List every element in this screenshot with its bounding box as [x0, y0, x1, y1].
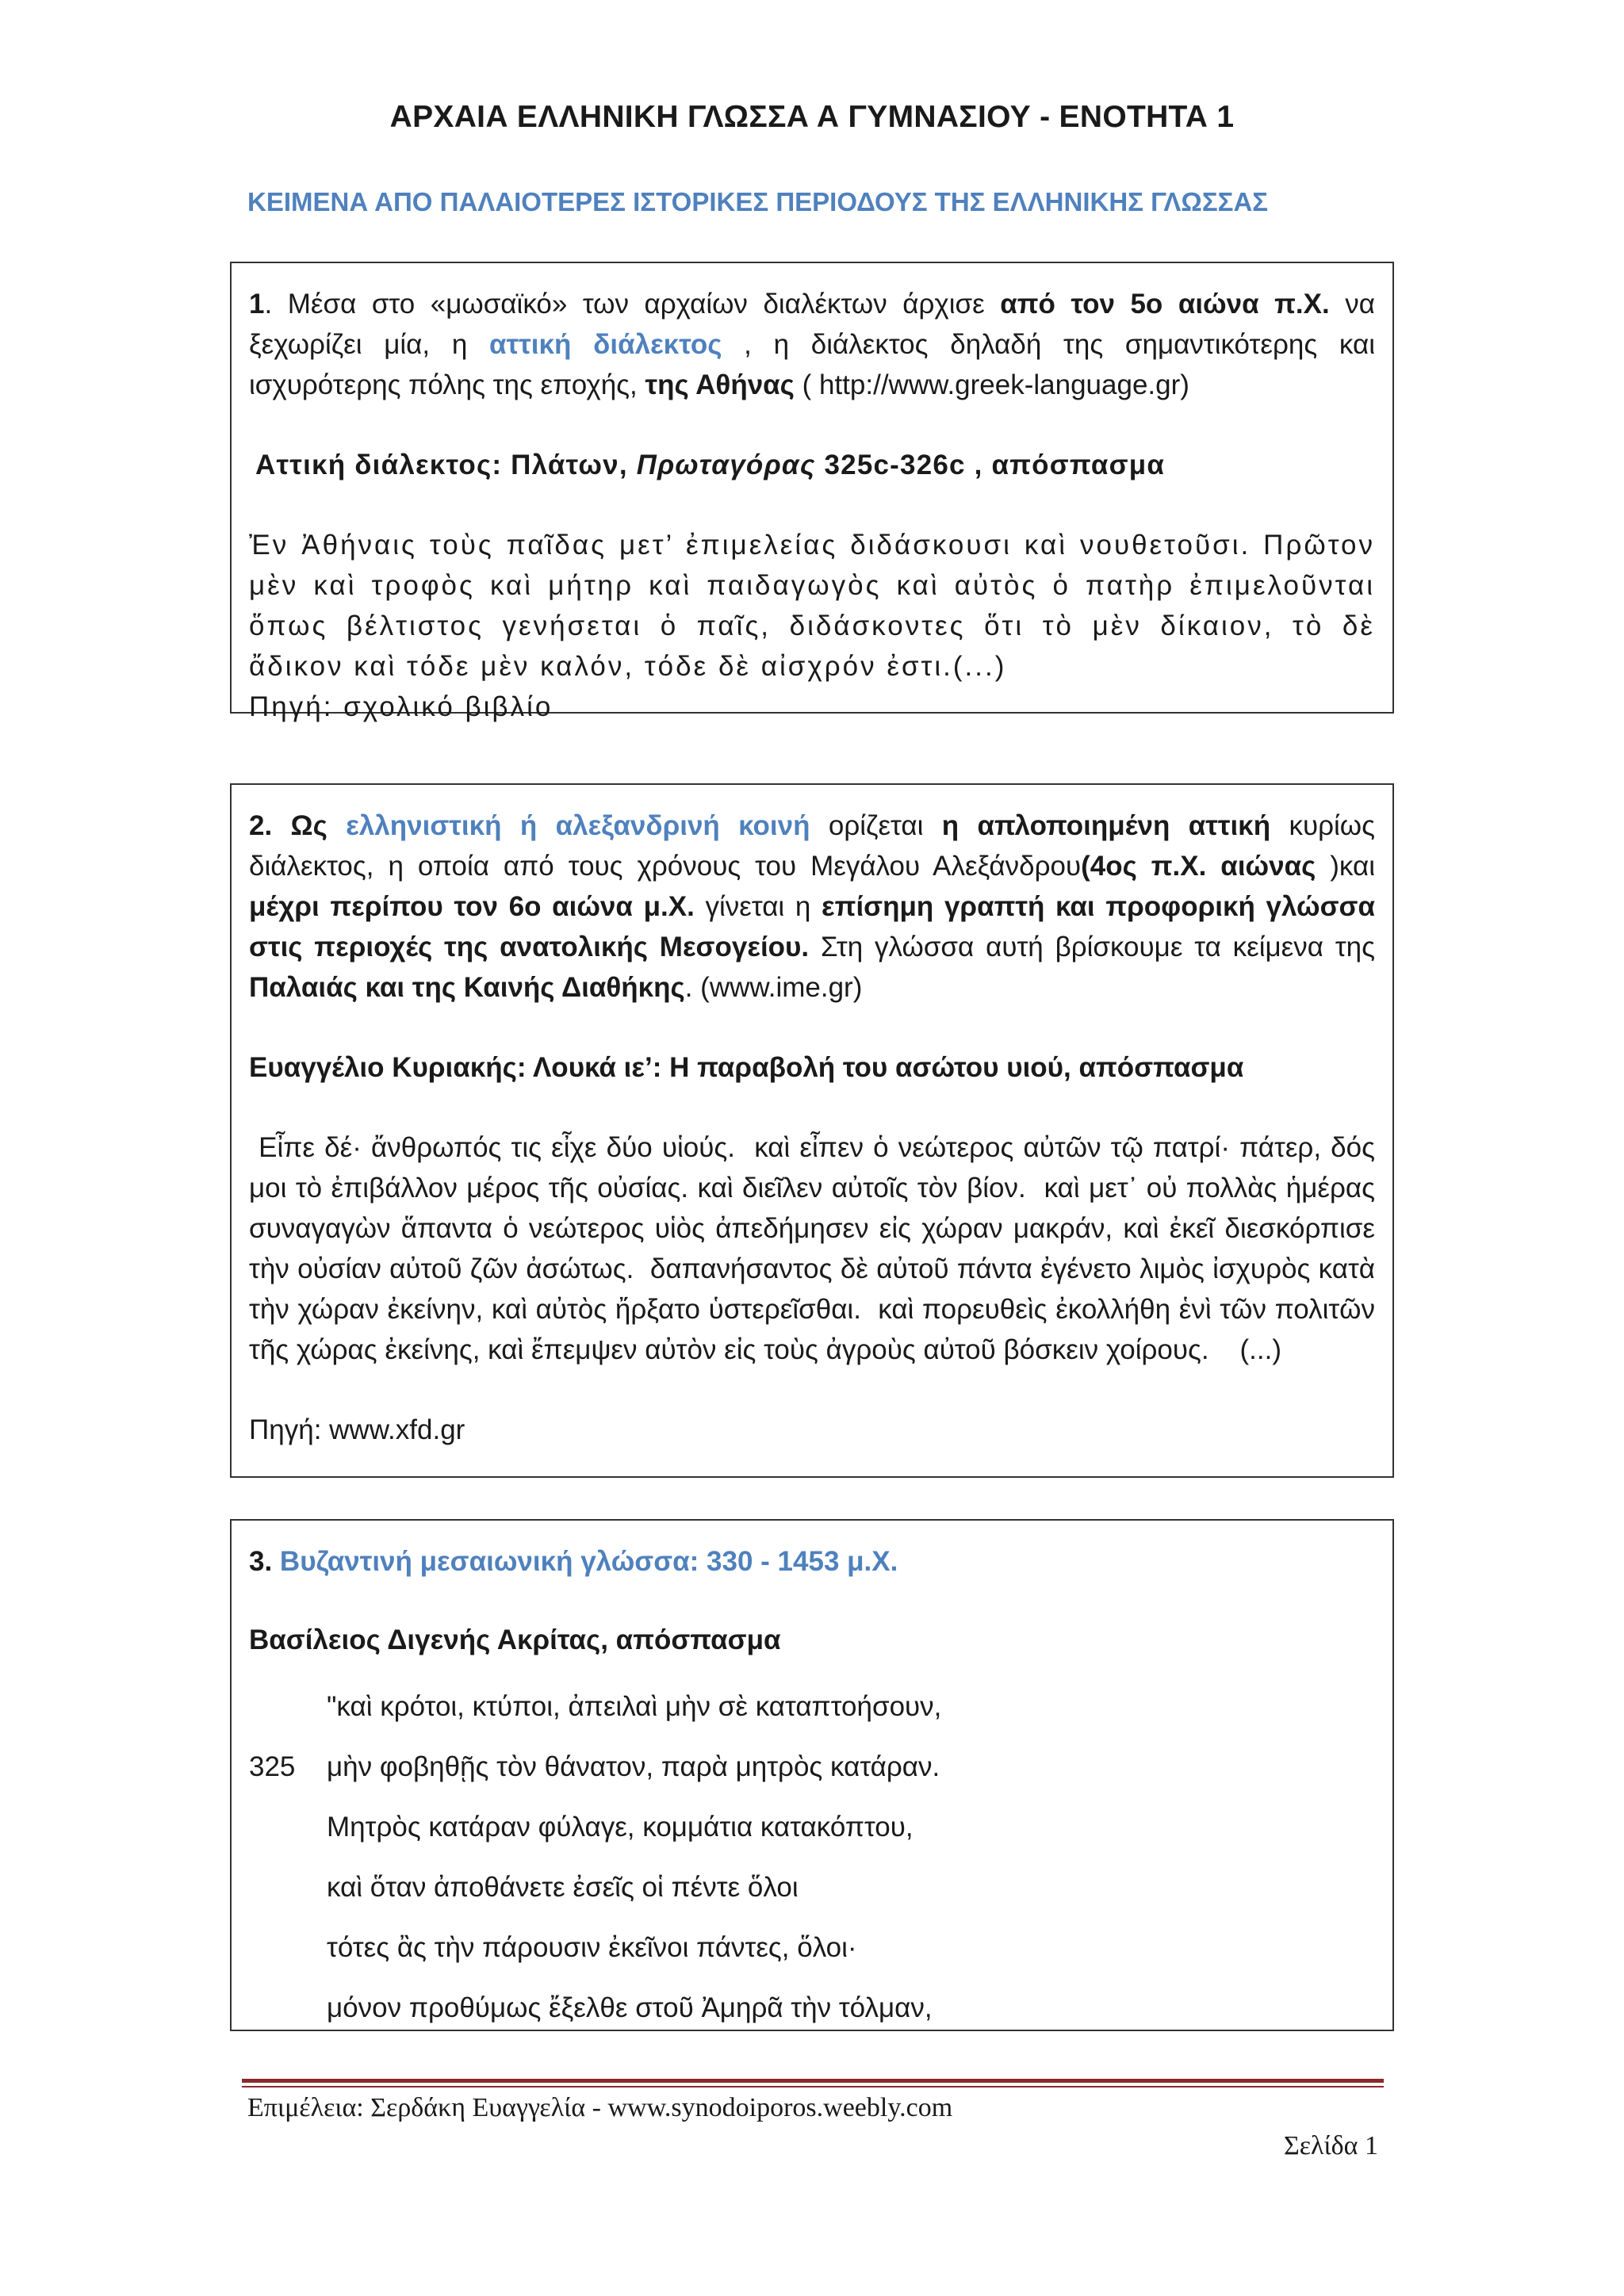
intro-bold: (4ος π.Χ. αιώνας: [1081, 851, 1316, 882]
section-2-number: 2. Ως: [249, 810, 347, 841]
section-2-box: [230, 783, 1394, 1478]
verse-text: τότες ἂς τὴν πάρουσιν ἐκεῖνοι πάντες, ὅλοι·: [327, 1931, 857, 1963]
verse-list: [249, 1676, 1375, 2038]
intro-text: Στη γλώσσα αυτή βρίσκουμε τα κείμενα της: [809, 932, 1375, 962]
section-2-source: Πηγή: www.xfd.gr: [249, 1414, 465, 1445]
heading-part: Αττική διάλεκτος: Πλάτων,: [255, 450, 637, 480]
section-1-source: Πηγή: σχολικό βιβλίο: [249, 691, 553, 722]
intro-source-link: ( http://www.greek-language.gr): [794, 369, 1189, 400]
verse-line: [249, 1676, 1375, 1736]
verse-text: μόνον προθύμως ἔξελθε στοῦ Ἀμηρᾶ τὴν τόλμαν,: [327, 1992, 933, 2023]
section-3-title: [249, 1541, 1375, 1582]
section-1-box: [230, 262, 1394, 722]
section-1-number: 1: [249, 289, 265, 320]
heading-work-title: Πρωταγόρας: [636, 450, 816, 480]
intro-text: να ξεχωρίζει μία, η: [249, 289, 1375, 360]
footer-rule: [242, 2079, 1384, 2083]
intro-bold: η απλοποιημένη αττική: [941, 810, 1271, 841]
verse-text: Μητρὸς κατάραν φύλαγε, κομμάτια κατακόπτου,: [327, 1811, 914, 1843]
intro-text: , η διάλεκτος δηλαδή της σημαντικότερης και ισχυρότερης πόλης της εποχής,: [249, 329, 1375, 400]
intro-bold: Παλαιάς και της Καινής Διαθήκης: [249, 972, 685, 1003]
section-3-heading: Βασίλειος Διγενής Ακρίτας, απόσπασμα: [249, 1624, 781, 1655]
verse-text: "καὶ κρότοι, κτύποι, ἀπειλαὶ μὴν σὲ καταπτοήσουν,: [327, 1690, 942, 1722]
heading-part: 325c-326c , απόσπασμα: [815, 450, 1166, 480]
section-1-intro: [249, 284, 1375, 405]
footer-credit: Επιμέλεια: Σερδάκη Ευαγγελία - www.synodoiporos.weebly.com: [247, 2093, 953, 2122]
section-1-heading: [249, 445, 1375, 485]
byzantine-term: Βυζαντινή μεσαιωνική γλώσσα: 330 - 1453 μ.Χ.: [279, 1546, 898, 1577]
intro-bold: μέχρι περίπου τον 6ο αιώνα μ.Χ.: [249, 891, 695, 922]
section-1-ancient-text: Ἐν Ἀθήναις τοὺς παῖδας μετ’ ἐπιμελείας διδάσκουσι καὶ νουθετοῦσι. Πρῶτον μὲν καὶ τροφὸς καὶ μήτηρ καὶ παιδαγωγὸς καὶ αὐτὸς ὁ πατὴρ ἐπιμελοῦνται ὅπως βέλτιστος γενήσεται ὁ παῖς, διδάσκοντες ὅτι τὸ μὲν δίκαιον, τὸ δὲ ἄδικον καὶ τόδε μὲν καλόν, τόδε δὲ αἰσχρόν ἐστι.(...): [249, 530, 1375, 682]
attic-dialect-term: αττική διάλεκτος: [489, 329, 745, 360]
section-2-heading: Ευαγγέλιο Κυριακής: Λουκά ιε’: Η παραβολή του ασώτου υιού, απόσπασμα: [249, 1052, 1244, 1083]
section-2-ancient-text: Εἶπε δέ· ἄνθρωπός τις εἶχε δύο υἱούς. καὶ εἶπεν ὁ νεώτερος αὐτῶν τῷ πατρί· πάτερ, δός μοι τὸ ἐπιβάλλον μέρος τῆς οὐσίας. καὶ διεῖλεν αὐτοῖς τὸν βίον. καὶ μετ᾿ οὐ πολλὰς ἡμέρας συναγαγὼν ἅπαντα ὁ νεώτερος υἱὸς ἀπεδήμησεν εἰς χώραν μακράν, καὶ ἐκεῖ διεσκόρπισε τὴν οὐσίαν αὐτοῦ ζῶν ἀσώτως. δαπανήσαντος δὲ αὐτοῦ πάντα ἐγένετο λιμὸς ἰσχυρὸς κατὰ τὴν χώραν ἐκείνην, καὶ αὐτὸς ἤρξατο ὑστερεῖσθαι. καὶ πορευθεὶς ἐκολλήθη ἑνὶ τῶν πολιτῶν τῆς χώρας ἐκείνης, καὶ ἔπεμψεν αὐτὸν εἰς τοὺς ἀγροὺς αὐτοῦ βόσκειν χοίρους. (...): [249, 1132, 1383, 1365]
intro-text: . Μέσα στο «μωσαϊκό» των αρχαίων διαλέκτων άρχισε: [264, 289, 1001, 320]
intro-text: )και: [1316, 851, 1375, 882]
verse-line: [249, 1917, 1375, 1977]
verse-line: [249, 1797, 1375, 1857]
section-3-box: [230, 1519, 1394, 2031]
verse-number: 325: [249, 1751, 296, 1782]
verse-line: [249, 1736, 1375, 1797]
verse-line: [249, 1977, 1375, 2038]
verse-text: καὶ ὅταν ἀποθάνετε ἐσεῖς οἱ πέντε ὅλοι: [327, 1871, 799, 1903]
intro-text: γίνεται η: [694, 891, 822, 922]
section-2-intro: [249, 806, 1375, 1008]
intro-text: κυρίως διάλεκτος, η οποία από τους χρόνους του Μεγάλου Αλεξάνδρου: [249, 810, 1375, 882]
verse-text: μὴν φοβηθῇς τὸν θάνατον, παρὰ μητρὸς κατάραν.: [327, 1751, 940, 1782]
verse-line: [249, 1857, 1375, 1917]
intro-text: ορίζεται: [810, 810, 942, 841]
intro-bold: επίσημη γραπτή και προφορική γλώσσα στις περιοχές της ανατολικής Μεσογείου.: [249, 891, 1375, 962]
footer-rule-thin: [242, 2086, 1384, 2087]
intro-bold: της Αθήνας: [645, 369, 795, 400]
section-3-number: 3.: [249, 1546, 280, 1577]
page-subtitle: ΚΕΙΜΕΝΑ ΑΠΟ ΠΑΛΑΙΟΤΕΡΕΣ ΙΣΤΟΡΙΚΕΣ ΠΕΡΙΟΔΟΥΣ ΤΗΣ ΕΛΛΗΝΙΚΗΣ ΓΛΩΣΣΑΣ: [247, 187, 1269, 216]
intro-source-link: . (www.ime.gr): [684, 972, 863, 1003]
page-number: Σελίδα 1: [1283, 2131, 1378, 2160]
koine-term: ελληνιστική ή αλεξανδρινή κοινή: [346, 810, 810, 841]
intro-bold: από τον 5ο αιώνα π.Χ.: [1000, 289, 1330, 320]
page-title: ΑΡΧΑΙΑ ΕΛΛΗΝΙΚΗ ΓΛΩΣΣΑ Α ΓΥΜΝΑΣΙΟΥ - ΕΝΟΤΗΤΑ 1: [389, 100, 1235, 134]
